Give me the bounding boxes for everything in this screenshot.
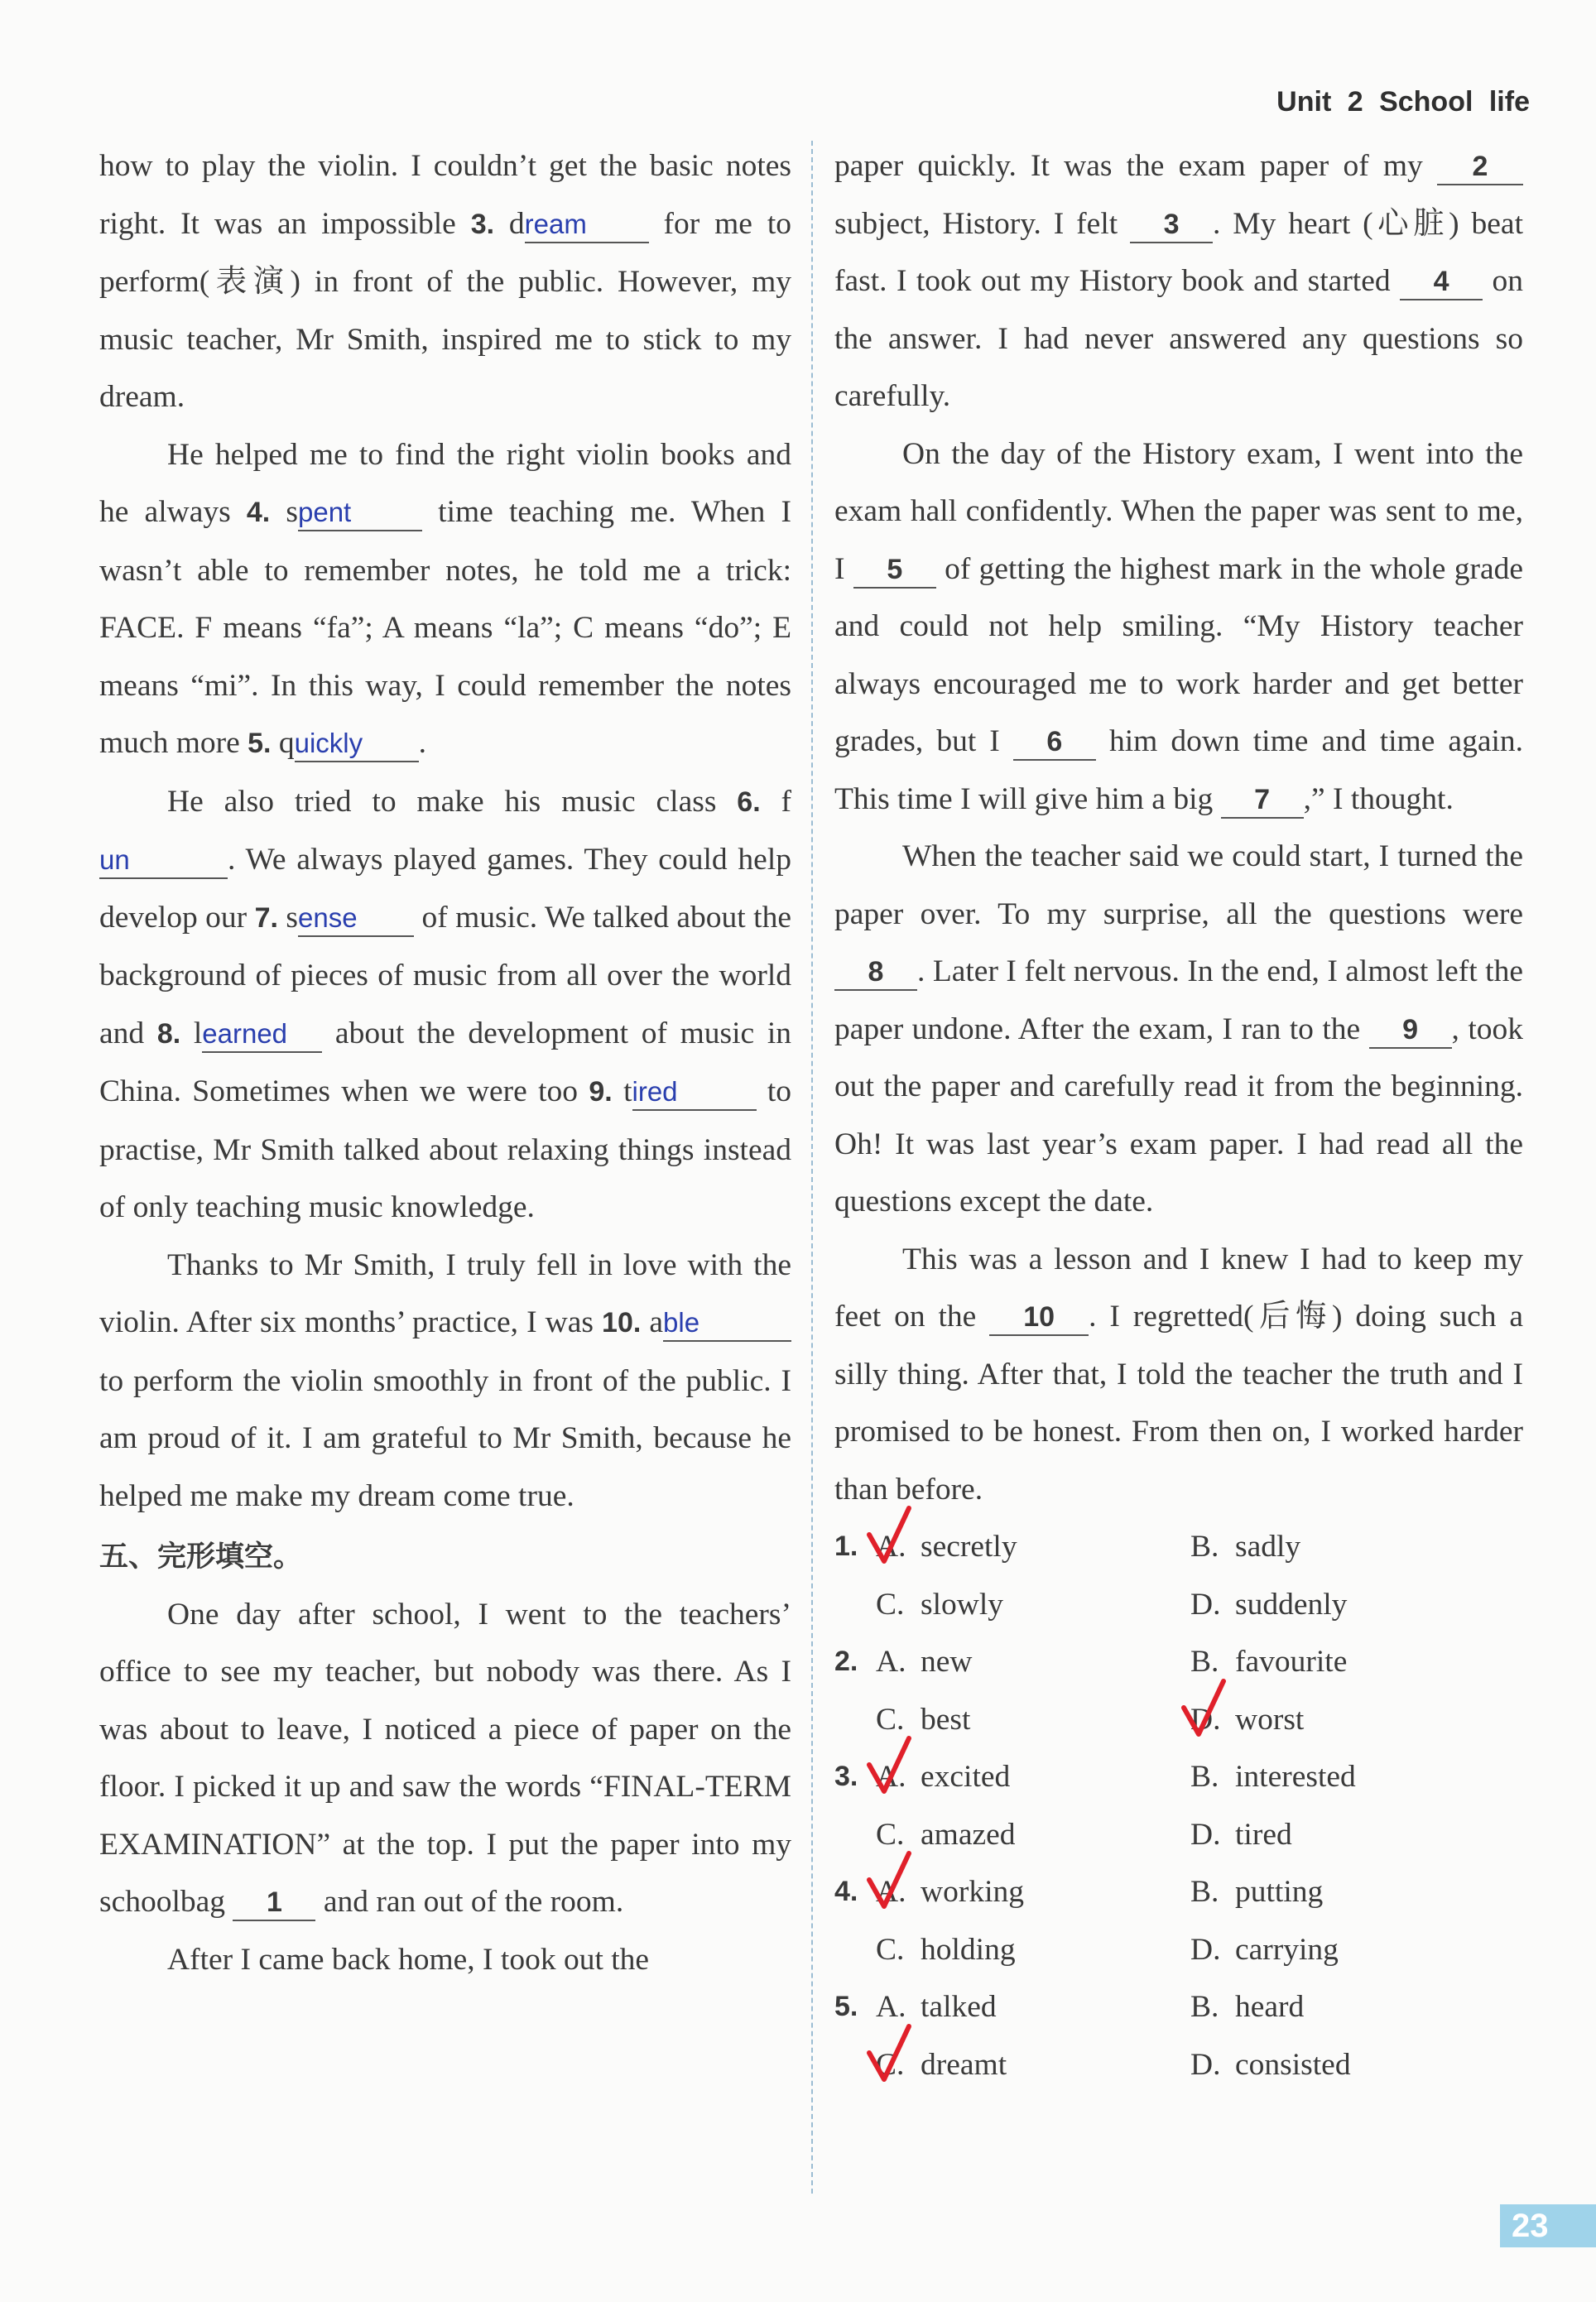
option-a: A. secretly [876, 1518, 1190, 1576]
column-divider [811, 141, 813, 2194]
option-a: A. excited [876, 1748, 1190, 1806]
option-d: D. worst [1190, 1691, 1521, 1749]
section-heading: 五、完形填空。 [99, 1540, 303, 1573]
question-number: 4. [834, 1876, 858, 1907]
option-c: C. dreamt [876, 2036, 1190, 2094]
paragraph: This was a lesson and I knew I had to keep my feet on the 10 . I regretted(后悔) doing such a silly thing. After that, I told the teacher the truth and I promised to be honest. From then on, I worked harder than before. [834, 1242, 1523, 1507]
option-b: B. sadly [1190, 1530, 1301, 1564]
answer-blank-3: ream [525, 207, 649, 243]
check-mark-icon [1179, 1676, 1228, 1742]
check-mark-icon [864, 2021, 914, 2088]
cloze-blank-1: 1 [233, 1885, 315, 1921]
option-row [834, 1518, 1523, 1576]
option-b: B. favourite [1190, 1645, 1348, 1679]
cloze-blank-3: 3 [1130, 207, 1213, 243]
question-number: 5. [834, 1991, 858, 2022]
cloze-blank-8: 8 [834, 954, 917, 991]
question-number: 1. [834, 1531, 858, 1562]
option-row [834, 1748, 1523, 1806]
unit-title: School life [1379, 86, 1530, 118]
check-mark-icon [864, 1733, 914, 1800]
answer-blank-4: pent [298, 495, 422, 531]
cloze-blank-2: 2 [1437, 149, 1523, 185]
question-number: 3. [834, 1761, 858, 1792]
answer-options [834, 1518, 1523, 2093]
option-c: C. holding [876, 1932, 1016, 1967]
paragraph: Thanks to Mr Smith, I truly fell in love with the violin. After six months’ practice, I was 10. able to perform the violin smoothly in front of the public. I am proud of it. I am grateful to Mr Smith, because he helped me make my dream come true. [99, 1247, 791, 1513]
paragraph: One day after school, I went to the teachers’ office to see my teacher, but nobody was there. As I was about to leave, I noticed a piece of paper on the floor. I picked it up and saw the words “FINAL-TERM EXAMINATION” at the top. I put the paper into my schoolbag 1 and ran out of the room. [99, 1586, 791, 1931]
answer-blank-5: uickly [295, 726, 419, 762]
paragraph: He helped me to find the right violin books and he always 4. spent time teaching me. When I wasn’t able to remember notes, he told me a trick: FACE. F means “fa”; A means “la”; C means “do”; E means “mi”. In this way, I could remember the notes much more 5. quickly . [99, 426, 791, 773]
check-mark-icon [864, 1848, 914, 1915]
answer-blank-9: ired [632, 1074, 757, 1111]
option-row [834, 1978, 1523, 2036]
cloze-blank-6: 6 [1013, 724, 1096, 761]
left-column [99, 137, 791, 1988]
option-row [834, 1691, 1523, 1749]
cloze-blank-10: 10 [989, 1300, 1089, 1336]
right-column [834, 137, 1523, 2093]
page-header [1276, 86, 1530, 118]
option-c: C. amazed [876, 1817, 1016, 1852]
cloze-blank-5: 5 [853, 552, 936, 589]
paragraph: how to play the violin. I couldn’t get the basic notes right. It was an impossible 3. dream for me to perform(表演) in front of the public. However, my music teacher, Mr Smith, inspired me to stick to my dream. [99, 149, 791, 414]
option-d: D. tired [1190, 1817, 1292, 1852]
option-row [834, 1863, 1523, 1921]
option-b: B. interested [1190, 1760, 1356, 1794]
option-a: A. new [876, 1645, 973, 1679]
answer-blank-7: ense [298, 901, 414, 937]
option-b: B. heard [1190, 1990, 1305, 2024]
paragraph: When the teacher said we could start, I turned the paper over. To my surprise, all the questions were 8 . Later I felt nervous. In the end, I almost left the paper undone. After the exam, I ran to the 9 , took out the paper and carefully read it from the beginning. Oh! It was last year’s exam paper. I had read all the questions except the date. [834, 839, 1524, 1218]
unit-label: Unit 2 [1276, 86, 1363, 118]
option-d: D. suddenly [1190, 1587, 1348, 1622]
paragraph: After I came back home, I took out the [167, 1942, 650, 1977]
answer-blank-6: un [99, 843, 228, 879]
paragraph: paper quickly. It was the exam paper of my 2 subject, History. I felt 3 . My heart (心脏) beat fast. I took out my History book and started 4 on the answer. I had never answered any questions so carefully. [834, 149, 1523, 413]
paragraph: On the day of the History exam, I went into the exam hall confidently. When the paper was sent to me, I 5 of getting the highest mark in the whole grade and could not help smiling. “My History teacher always encouraged me to work harder and get better grades, but I 6 him down time and time again. This time I will give him a big 7 ,” I thought. [834, 425, 1523, 829]
option-row [834, 1921, 1523, 1979]
option-row [834, 1576, 1523, 1634]
option-d: D. consisted [1190, 2047, 1351, 2082]
check-mark-icon [864, 1503, 914, 1569]
option-c: C. slowly [876, 1587, 1004, 1622]
page-number: 23 [1500, 2204, 1596, 2247]
cloze-blank-9: 9 [1369, 1012, 1452, 1049]
option-row [834, 2036, 1523, 2094]
option-a: A. working [876, 1863, 1190, 1921]
answer-blank-10: ble [663, 1305, 791, 1342]
option-a: A. talked [876, 1990, 997, 2024]
question-number: 2. [834, 1646, 858, 1677]
option-row [834, 1806, 1523, 1864]
cloze-blank-4: 4 [1400, 264, 1483, 300]
option-d: D. carrying [1190, 1932, 1339, 1967]
paragraph: He also tried to make his music class 6. fun . We always played games. They could help develop our 7. sense of music. We talked about the background of pieces of music from all over the world and 8. learned about the development of music in China. Sometimes when we were too 9. tired to practise, Mr Smith talked about relaxing things instead of only teaching music knowledge. [99, 784, 792, 1224]
option-c: C. best [876, 1702, 971, 1737]
option-b: B. putting [1190, 1875, 1324, 1909]
cloze-blank-7: 7 [1221, 782, 1304, 819]
answer-blank-8: earned [202, 1016, 322, 1053]
